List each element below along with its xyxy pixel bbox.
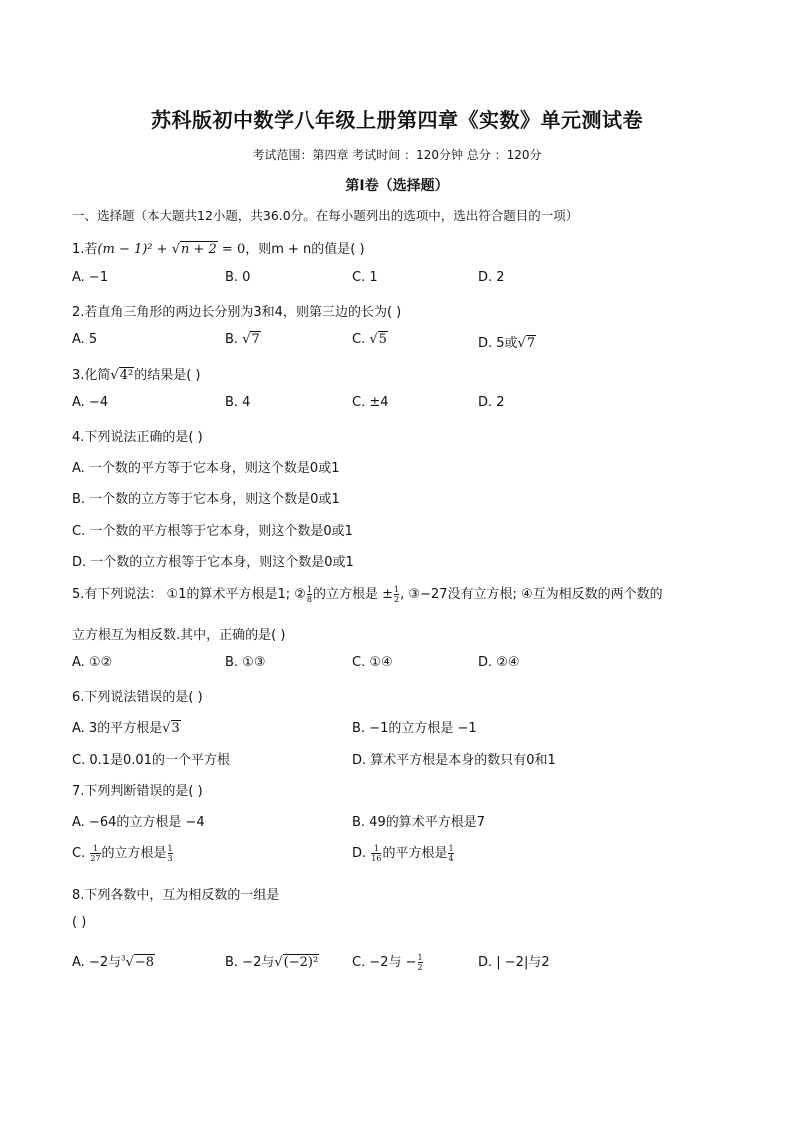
q6-option-a[interactable]: A. 3的平方根是√3 <box>72 721 180 736</box>
q8-option-b[interactable]: B. −2与√(−2)² <box>225 955 319 970</box>
question-5: 5.有下列说法： ①1的算术平方根是1; ② $\frac{1}{8}$ 的立方根是 ± $\frac{1}{2}$ , ③−27没有立方根; ④互为相反数的两个数的 <box>72 585 663 604</box>
q3-option-b[interactable]: B. 4 <box>225 395 251 410</box>
instructions: 一、选择题（本大题共12小题，共36.0分。在每小题列出的选项中，选出符合题目的一项） <box>72 208 579 223</box>
q6-option-c[interactable]: C. 0.1是0.01的一个平方根 <box>72 753 230 768</box>
q8-option-d[interactable]: D. | −2|与2 <box>478 955 550 970</box>
question-7: 7.下列判断错误的是( ) <box>72 784 203 799</box>
q5-option-c[interactable]: C. ①④ <box>352 655 393 670</box>
q7-option-a[interactable]: A. −64的立方根是 −4 <box>72 815 205 830</box>
section-title: 第I卷（选择题） <box>345 178 449 194</box>
q4-option-a[interactable]: A. 一个数的平方等于它本身，则这个数是0或1 <box>72 461 340 476</box>
question-4: 4.下列说法正确的是( ) <box>72 430 203 445</box>
question-3: 3.化简√4²的结果是( ) <box>72 368 201 383</box>
q1-option-d[interactable]: D. 2 <box>478 270 505 285</box>
q5-option-d[interactable]: D. ②④ <box>478 655 520 670</box>
q2-option-a[interactable]: A. 5 <box>72 332 98 347</box>
q5-option-b[interactable]: B. ①③ <box>225 655 266 670</box>
q2-option-c[interactable]: C. √5 <box>352 332 387 347</box>
q6-option-d[interactable]: D. 算术平方根是本身的数只有0和1 <box>352 753 556 768</box>
question-5-line-2: 立方根互为相反数.其中，正确的是( ) <box>72 628 286 643</box>
q1-option-a[interactable]: A. −1 <box>72 270 109 285</box>
question-2: 2.若直角三角形的两边长分别为3和4，则第三边的长为( ) <box>72 305 402 320</box>
question-8: 8.下列各数中，互为相反数的一组是 <box>72 888 280 903</box>
q8-option-c[interactable]: C. −2与 − $\frac{1}{2}$ <box>352 953 423 972</box>
q7-option-b[interactable]: B. 49的算术平方根是7 <box>352 815 485 830</box>
q3-option-d[interactable]: D. 2 <box>478 395 505 410</box>
q4-option-b[interactable]: B. 一个数的立方等于它本身，则这个数是0或1 <box>72 492 340 507</box>
q2-option-b[interactable]: B. √7 <box>225 332 260 347</box>
q1-option-c[interactable]: C. 1 <box>352 270 378 285</box>
q7-option-c[interactable]: C. $\frac{1}{27}$ 的立方根是 $\frac{1}{3}$ <box>72 844 173 863</box>
q1-option-b[interactable]: B. 0 <box>225 270 251 285</box>
q4-option-d[interactable]: D. 一个数的立方根等于它本身，则这个数是0或1 <box>72 555 354 570</box>
page-title: 苏科版初中数学八年级上册第四章《实数》单元测试卷 <box>151 108 643 132</box>
q6-option-b[interactable]: B. −1的立方根是 −1 <box>352 721 477 736</box>
q5-option-a[interactable]: A. ①② <box>72 655 113 670</box>
q3-option-a[interactable]: A. −4 <box>72 395 109 410</box>
exam-info: 考试范围：第四章 考试时间 ：120分钟 总分 ：120分 <box>252 148 542 162</box>
q3-option-c[interactable]: C. ±4 <box>352 395 389 410</box>
q4-option-c[interactable]: C. 一个数的平方根等于它本身，则这个数是0或1 <box>72 524 353 539</box>
q8-option-a[interactable]: A. −2与$^3$√−8 <box>72 954 155 970</box>
q2-option-d[interactable]: D. 5或√7 <box>478 336 536 351</box>
question-6: 6.下列说法错误的是( ) <box>72 690 203 705</box>
q7-option-d[interactable]: D. $\frac{1}{16}$ 的平方根是 $\frac{1}{4}$ <box>352 844 454 863</box>
question-8-paren: ( ) <box>72 915 87 930</box>
question-1: 1.若(m − 1)² + √n + 2 = 0，则m + n的值是( ) <box>72 242 365 257</box>
